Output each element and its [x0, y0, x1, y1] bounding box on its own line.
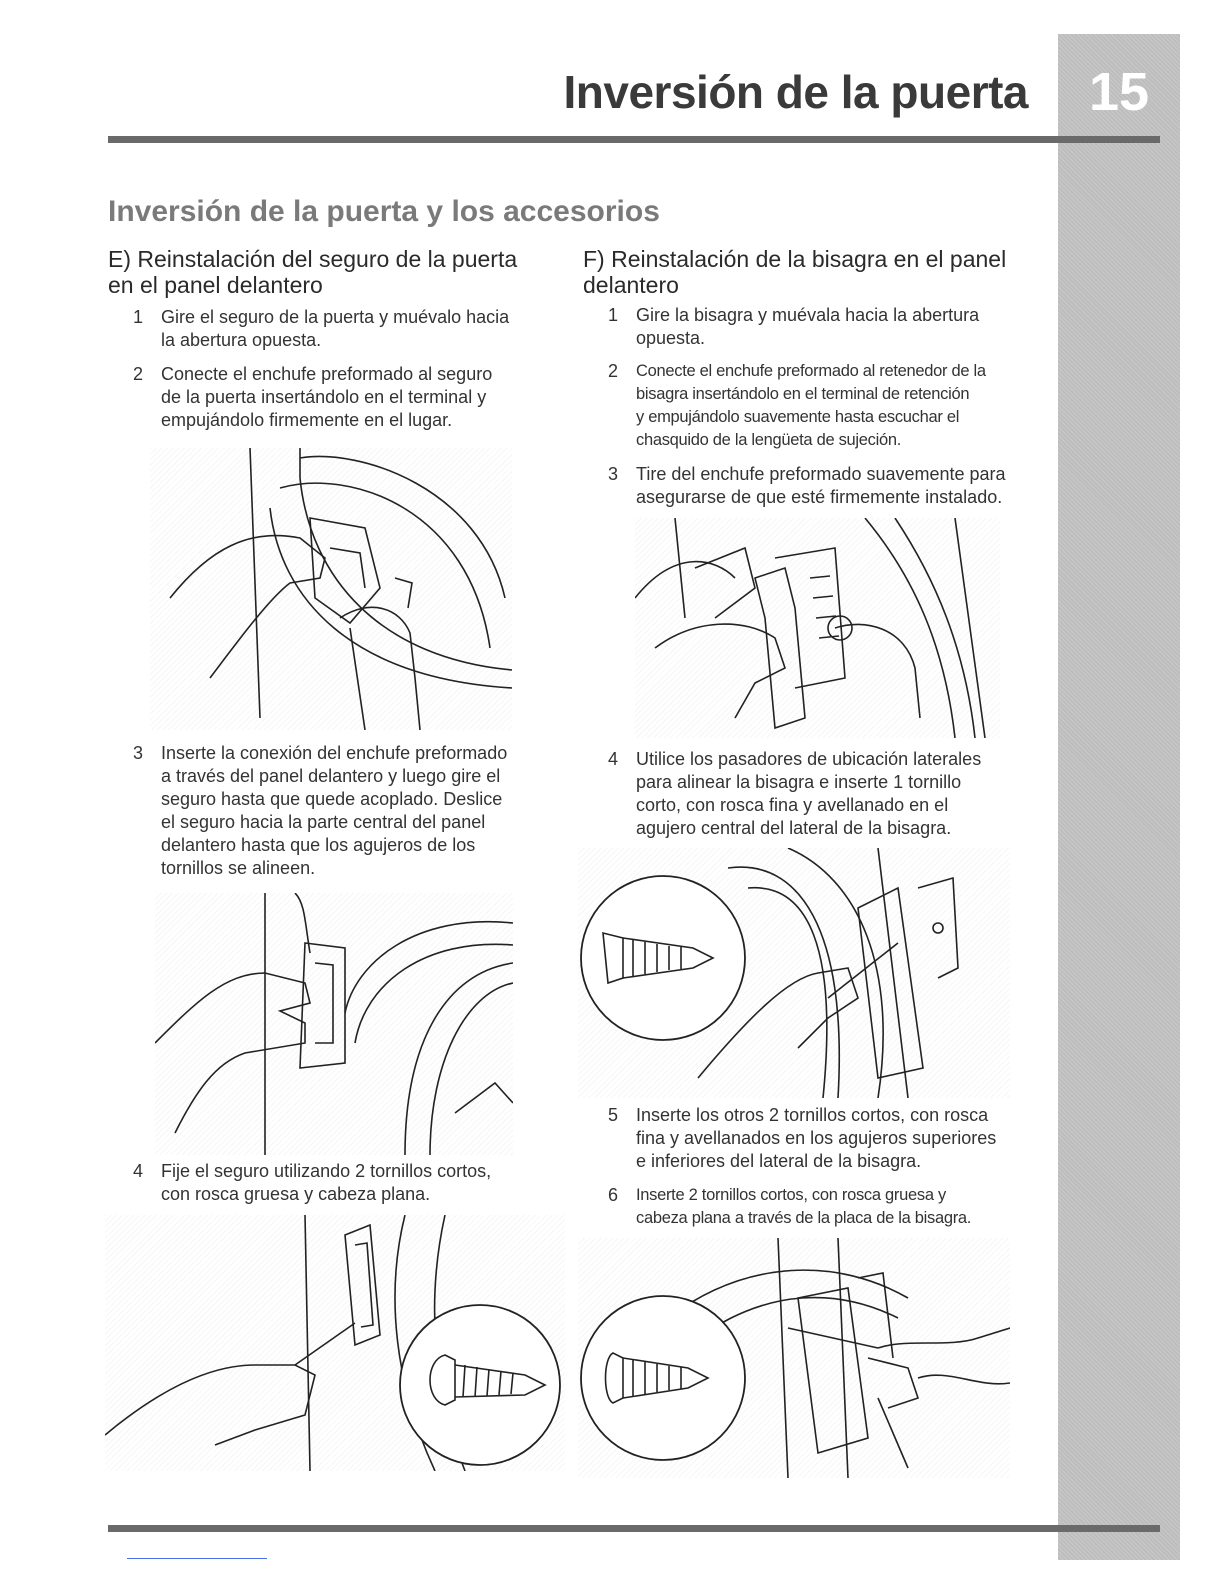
side-tab	[1058, 34, 1180, 1560]
step-line: bisagra insertándolo en el terminal de retención	[636, 385, 970, 403]
step-number: 3	[608, 464, 619, 484]
step-line: de la puerta insertándolo en el terminal y	[161, 387, 487, 407]
step-text	[636, 463, 1006, 509]
step-text	[161, 363, 492, 432]
step-number: 2	[608, 361, 619, 381]
left-step-2	[133, 363, 553, 433]
step-number: 1	[133, 307, 144, 327]
step-text	[161, 1160, 491, 1206]
step-line: fina y avellanados en los agujeros superiores	[636, 1128, 997, 1148]
step-line: Inserte 2 tornillos cortos, con rosca gruesa y	[636, 1186, 946, 1204]
left-step-4	[133, 1160, 553, 1208]
page-number: 15	[1088, 62, 1150, 122]
right-heading-line2: delantero	[583, 272, 679, 298]
left-heading-line1: E) Reinstalación del seguro de la puerta	[108, 246, 518, 272]
step-number: 4	[133, 1161, 144, 1181]
step-line: asegurarse de que esté firmemente instalado.	[636, 487, 1003, 507]
step-line: opuesta.	[636, 328, 706, 348]
header-rule	[108, 136, 1160, 143]
right-step-3	[608, 463, 1048, 511]
step-number: 4	[608, 749, 619, 769]
step-line: empujándolo firmemente en el lugar.	[161, 410, 453, 430]
step-line: con rosca gruesa y cabeza plana.	[161, 1184, 431, 1204]
step-text	[161, 742, 507, 880]
step-text	[636, 360, 986, 452]
step-number: 2	[133, 364, 144, 384]
page-title: Inversión de la puerta	[563, 66, 1028, 118]
footer-link-underline	[127, 1558, 267, 1559]
step-text	[636, 304, 979, 350]
right-step-5	[608, 1104, 1048, 1174]
step-line: Inserte los otros 2 tornillos cortos, con rosca	[636, 1105, 989, 1125]
step-line: Utilice los pasadores de ubicación laterales	[636, 749, 982, 769]
step-line: Tire del enchufe preformado suavemente para	[636, 464, 1006, 484]
footer-rule	[108, 1525, 1160, 1532]
step-text	[636, 1184, 971, 1230]
step-line: seguro hasta que quede acoplado. Deslice	[161, 789, 503, 809]
step-number: 3	[133, 743, 144, 763]
right-heading-line1: F) Reinstalación de la bisagra en el panel	[583, 246, 1007, 272]
step-line: tornillos se alineen.	[161, 858, 316, 878]
right-step-1	[608, 304, 1048, 352]
step-line: Conecte el enchufe preformado al seguro	[161, 364, 493, 384]
step-text	[636, 748, 981, 840]
step-number: 1	[608, 305, 619, 325]
step-line: Fije el seguro utilizando 2 tornillos cortos,	[161, 1161, 492, 1181]
latch-slide-illustration	[155, 893, 513, 1155]
section-title: Inversión de la puerta y los accesorios	[108, 195, 660, 228]
step-line: el seguro hacia la parte central del panel	[161, 812, 486, 832]
step-number: 5	[608, 1105, 619, 1125]
hinge-connector-illustration	[635, 518, 1000, 738]
step-text	[161, 306, 509, 352]
step-line: y empujándolo suavemente hasta escuchar el	[636, 408, 960, 426]
step-line: e inferiores del lateral de la bisagra.	[636, 1151, 922, 1171]
step-line: corto, con rosca fina y avellanado en el	[636, 795, 949, 815]
left-step-3	[133, 742, 553, 882]
latch-screw-illustration	[105, 1215, 565, 1471]
step-line: Gire la bisagra y muévala hacia la abertura	[636, 305, 980, 325]
step-line: Conecte el enchufe preformado al retenedor de la	[636, 362, 986, 380]
step-line: a través del panel delantero y luego gire el	[161, 766, 501, 786]
right-step-2	[608, 360, 1048, 454]
step-line: Gire el seguro de la puerta y muévalo hacia	[161, 307, 510, 327]
hinge-plate-screw-illustration	[578, 1238, 1010, 1478]
step-line: chasquido de la lengüeta de sujeción.	[636, 431, 902, 449]
left-step-1	[133, 306, 553, 354]
hinge-screw-illustration	[578, 848, 1010, 1098]
door-latch-install-illustration	[150, 448, 512, 730]
step-line: para alinear la bisagra e inserte 1 tornillo	[636, 772, 962, 792]
step-line: la abertura opuesta.	[161, 330, 322, 350]
right-heading	[583, 246, 1043, 298]
right-step-4	[608, 748, 1048, 842]
left-heading-line2: en el panel delantero	[108, 272, 323, 298]
step-number: 6	[608, 1185, 619, 1205]
step-text	[636, 1104, 996, 1173]
step-line: cabeza plana a través de la placa de la bisagra.	[636, 1209, 972, 1227]
step-line: agujero central del lateral de la bisagra.	[636, 818, 952, 838]
right-step-6	[608, 1184, 1048, 1232]
step-line: Inserte la conexión del enchufe preformado	[161, 743, 508, 763]
left-heading	[108, 246, 568, 298]
step-line: delantero hasta que los agujeros de los	[161, 835, 476, 855]
